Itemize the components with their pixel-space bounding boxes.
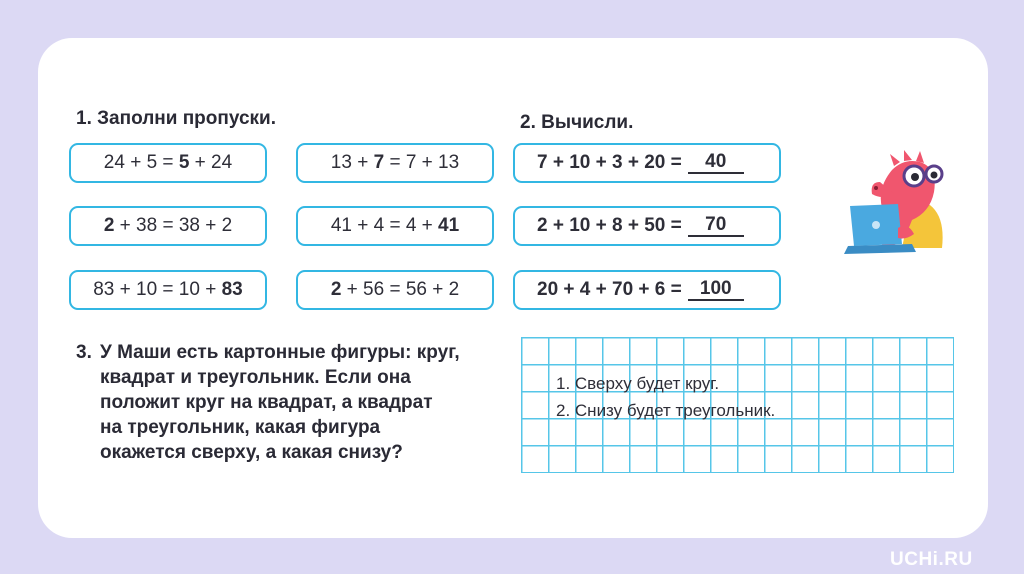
answer: 70	[688, 215, 744, 237]
task3-text	[76, 340, 516, 465]
equation-text: 83 + 10 = 10 +	[93, 279, 222, 300]
equation-text: + 24	[189, 152, 233, 173]
expression: 20 + 4 + 70 + 6 =	[537, 279, 682, 300]
task3-line	[76, 340, 516, 365]
calculation-box	[513, 206, 781, 246]
answer: 40	[688, 152, 744, 174]
expression: 7 + 10 + 3 + 20 =	[537, 152, 682, 173]
answer-line: 2. Снизу будет треугольник.	[556, 401, 776, 420]
equation-text: = 7 + 13	[384, 152, 460, 173]
filled-value: 83	[221, 279, 243, 300]
filled-value: 5	[178, 152, 190, 173]
equation-box	[69, 270, 267, 310]
equation-box	[296, 206, 494, 246]
expression: 2 + 10 + 8 + 50 =	[537, 215, 682, 236]
equation-text: 41 + 4 = 4 +	[330, 215, 439, 236]
equation-box	[69, 206, 267, 246]
answer: 100	[688, 279, 744, 301]
equation-text: 24 + 5 =	[103, 152, 179, 173]
equation-text: + 38 = 38 + 2	[114, 215, 233, 236]
task3-line: окажется сверху, а какая снизу?	[100, 442, 403, 463]
task3-answers	[556, 370, 775, 424]
calculation-box	[513, 143, 781, 183]
filled-value: 2	[103, 215, 115, 236]
task3-line: положит круг на квадрат, а квадрат	[100, 392, 433, 413]
equation-box	[296, 143, 494, 183]
task1-title: 1. Заполни пропуски.	[76, 108, 277, 129]
equation-box	[296, 270, 494, 310]
filled-value: 41	[438, 215, 460, 236]
equation-text: + 56 = 56 + 2	[341, 279, 460, 300]
equation-box	[69, 143, 267, 183]
task2-title: 2. Вычисли.	[520, 112, 634, 133]
equation-text: 13 +	[330, 152, 374, 173]
task3-number: 3.	[76, 342, 92, 363]
filled-value: 2	[330, 279, 342, 300]
watermark-logo: UCHi.RU	[890, 549, 973, 570]
dinosaur-mascot-icon	[842, 148, 954, 258]
task3-line: на треугольник, какая фигура	[100, 417, 381, 438]
calculation-box	[513, 270, 781, 310]
filled-value: 7	[373, 152, 385, 173]
task3-line-text: У Маши есть картонные фигуры: круг,	[100, 342, 460, 363]
answer-line: 1. Сверху будет круг.	[556, 374, 720, 393]
task3-line: квадрат и треугольник. Если она	[100, 367, 411, 388]
